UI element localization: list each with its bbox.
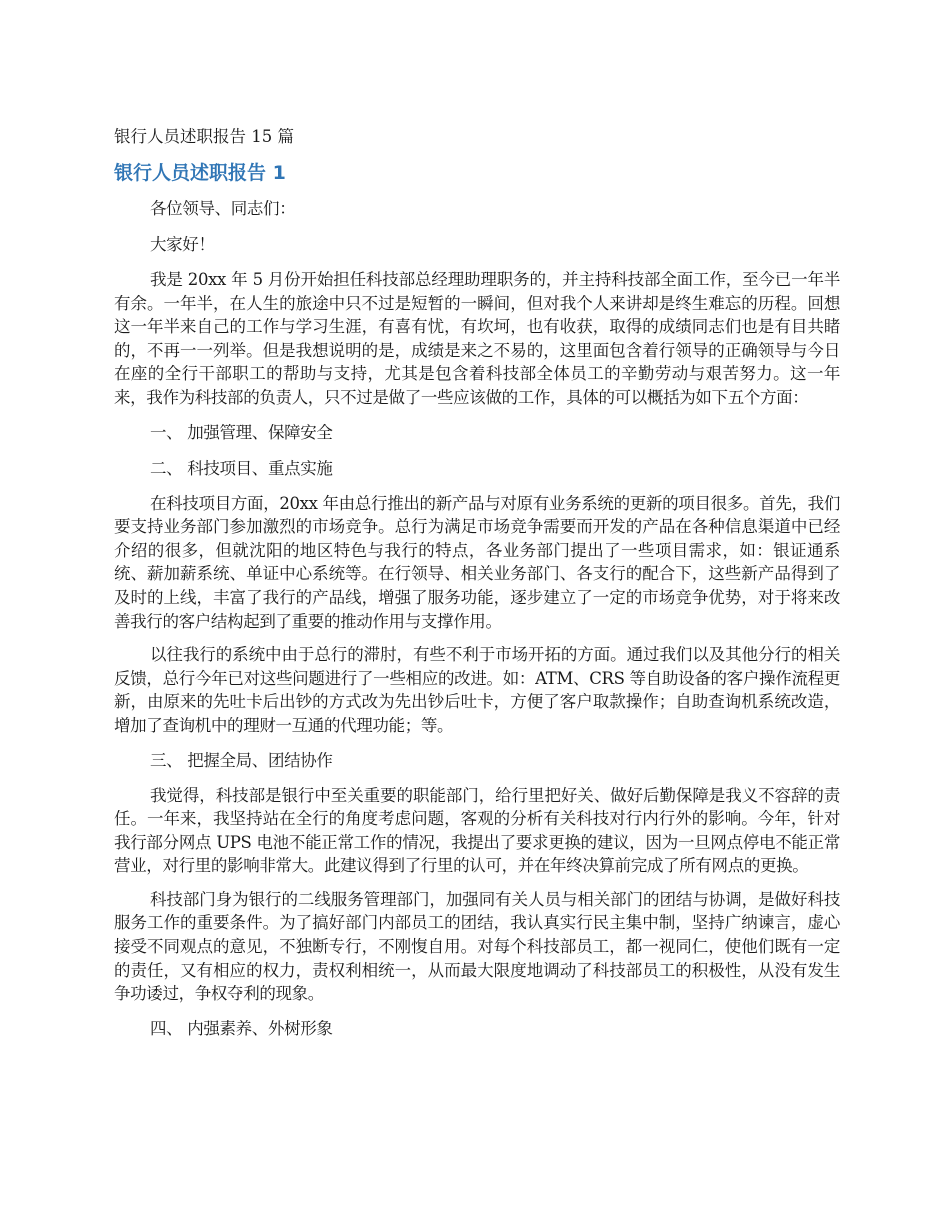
document-title: 银行人员述职报告 15 篇 xyxy=(114,127,294,146)
body-paragraph: 科技部门身为银行的二线服务管理部门，加强同有关人员与相关部门的团结与协调，是做好科技服务工作的重要条件。为了搞好部门内部员工的团结，我认真实行民主集中制，坚持广纳谏言，虚心接受不同观点的意见，不独断专行，不刚愎自用。对每个科技部员工，都一视同仁，使他们既有一定的责任，又有相应的权力，责权利相统一，从而最大限度地调动了科技部员工的积极性，从没有发生争功诿过，争权夺利的现象。 xyxy=(114,889,840,1004)
item-heading-1: 一、 加强管理、保障安全 xyxy=(150,422,333,442)
document-page xyxy=(114,124,840,1052)
body-paragraph: 以往我行的系统中由于总行的滞肘，有些不利于市场开拓的方面。通过我们以及其他分行的相关反馈，总行今年已对这些问题进行了一些相应的改进。如：ATM、CRS 等自助设备的客户操作流程更新，由原来的先吐卡后出钞的方式改为先出钞后吐卡，方便了客户取款操作；自助查询机系统改造，增加了查询机中的理财一互通的代理功能；等。 xyxy=(114,645,840,735)
item-heading-3: 三、 把握全局、团结协作 xyxy=(150,750,333,770)
salutation: 各位领导、同志们： xyxy=(150,199,296,218)
body-paragraph: 我觉得，科技部是银行中至关重要的职能部门，给行里把好关、做好后勤保障是我义不容辞的责任。一年来，我坚持站在全行的角度考虑问题，客观的分析有关科技对行内行外的影响。今年，针对我行部分网点 UPS 电池不能正常工作的情况，我提出了要求更换的建议，因为一旦网点停电不能正常营业，对行里的影响非常大。此建议得到了行里的认可，并在年终决算前完成了所有网点的更换。 xyxy=(114,785,840,876)
body-paragraph: 在科技项目方面，20xx 年由总行推出的新产品与对原有业务系统的更新的项目很多。首先，我们要支持业务部门参加激烈的市场竞争。总行为满足市场竞争需要而开发的产品在各种信息渠道中已经介绍的很多，但就沈阳的地区特色与我行的特点，各业务部门提出了一些项目需求，如：银证通系统、薪加薪系统、单证中心系统等。在行领导、相关业务部门、各支行的配合下，这些新产品得到了及时的上线，丰富了我行的产品线，增强了服务功能，逐步建立了一定的市场竞争优势，对于将来改善我行的客户结构起到了重要的推动作用与支撑作用。 xyxy=(114,493,840,631)
intro-paragraph: 我是 20xx 年 5 月份开始担任科技部总经理助理职务的，并主持科技部全面工作，至今已一年半有余。一年半，在人生的旅途中只不过是短暂的一瞬间，但对我个人来讲却是终生难忘的历程。回想这一年半来自己的工作与学习生涯，有喜有忧，有坎坷，也有收获，取得的成绩同志们也是有目共睹的，不再一一列举。但是我想说明的是，成绩是来之不易的，这里面包含着行领导的正确领导与今日在座的全行干部职工的帮助与支持，尤其是包含着科技部全体员工的辛勤劳动与艰苦努力。这一年来，我作为科技部的负责人，只不过是做了一些应该做的工作，具体的可以概括为如下五个方面： xyxy=(114,270,840,407)
greeting: 大家好！ xyxy=(150,235,215,254)
item-heading-4: 四、 内强素养、外树形象 xyxy=(150,1018,333,1038)
section-heading: 银行人员述职报告 1 xyxy=(114,162,286,184)
item-heading-2: 二、 科技项目、重点实施 xyxy=(150,458,333,478)
